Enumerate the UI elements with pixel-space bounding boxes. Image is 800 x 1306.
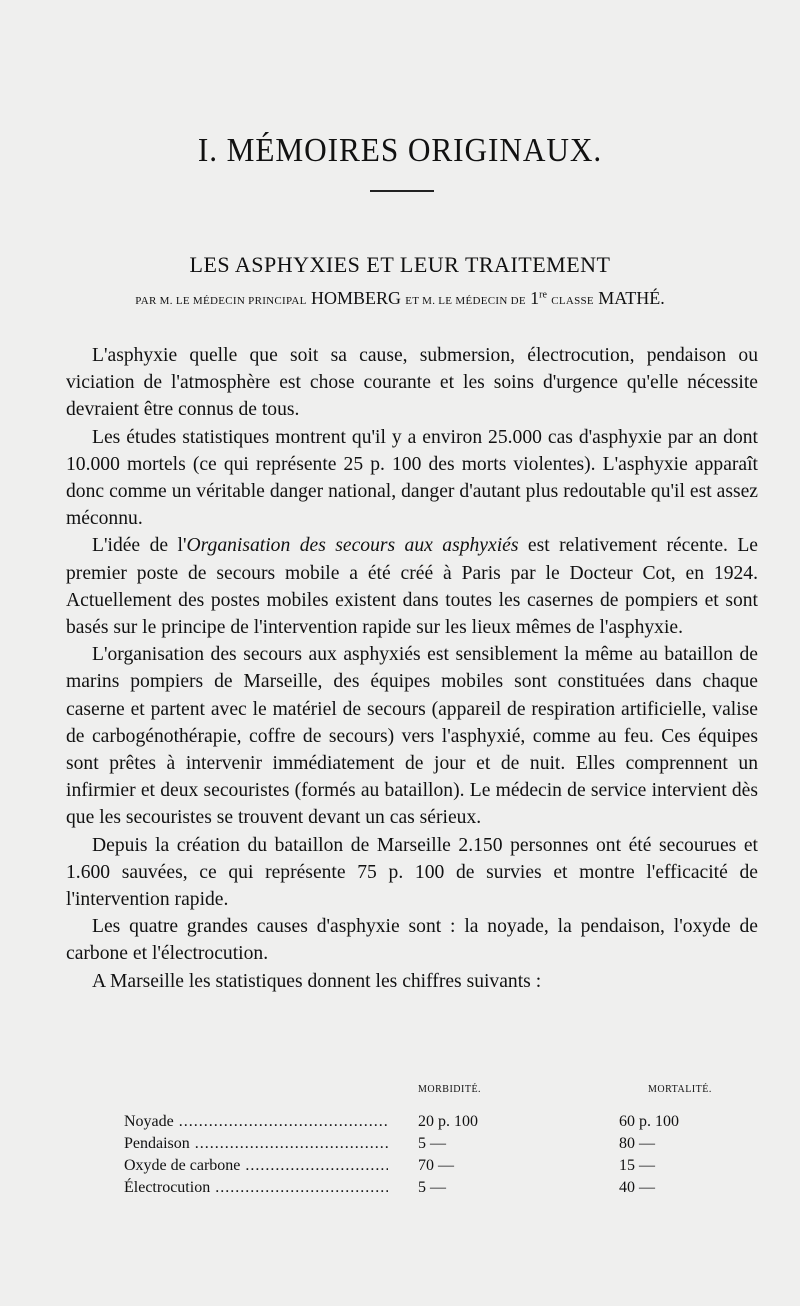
- byline-class-num: 1: [530, 288, 540, 308]
- mortalite-value: 40 —: [619, 1179, 655, 1196]
- byline-author-1: HOMBERG: [310, 288, 401, 308]
- byline-par: PAR M. LE MÉDECIN PRINCIPAL: [135, 295, 307, 307]
- row-label: Noyade .....: [124, 1110, 388, 1134]
- paragraph-4: L'organisation des secours aux asphyxiés est sensiblement la même au bataillon de marins pompiers de Marseille, des équipes mobiles sont constituées dans chaque caserne et partent avec le matériel de secours (appareil de respiration artificielle, valise de carbogénothérapie, coffre de secours) vers l'asphyxié, comme au feu. Ces équipes sont prêtes à intervenir immédiatement de jour et de nuit. Elles comprennent un infirmier et deux secouristes (formés au bataillon). Le médecin de service intervient dès que les secouristes se trouvent devant un cas sérieux.: [66, 644, 758, 829]
- paragraph-3: [66, 532, 758, 641]
- paragraph-5: Depuis la création du bataillon de Marseille 2.150 personnes ont été secourues et 1.600 sauvées, ce qui représente 75 p. 100 de survies et montre l'efficacité de l'intervention rapide.: [66, 834, 758, 911]
- morbidite-value: 5 —: [418, 1135, 446, 1152]
- article-body: [66, 342, 758, 995]
- table-row: [66, 1176, 756, 1200]
- morbidite-value: 5 —: [418, 1179, 446, 1196]
- byline-classe: CLASSE: [551, 295, 594, 307]
- mortalite-value: 15 —: [619, 1157, 655, 1174]
- byline: [0, 288, 800, 309]
- row-label: Oxyde de carbone .....: [124, 1154, 388, 1178]
- morbidite-value: 70 —: [418, 1157, 454, 1174]
- table-row: [66, 1154, 756, 1178]
- row-label: Électrocution .....: [124, 1176, 388, 1200]
- column-header-mortalite: MORTALITÉ.: [648, 1084, 712, 1095]
- paragraph-3-start: L'idée de l': [92, 535, 187, 557]
- article-title: LES ASPHYXIES ET LEUR TRAITEMENT: [189, 252, 611, 277]
- paragraph-3-italic: Organisation des secours aux asphyxiés: [186, 535, 519, 557]
- paragraph-7: A Marseille les statistiques donnent les chiffres suivants :: [92, 970, 542, 992]
- table-row: [66, 1110, 756, 1134]
- row-label: Pendaison .....: [124, 1132, 388, 1156]
- mortalite-value: 80 —: [619, 1135, 655, 1152]
- byline-et: ET M. LE MÉDECIN DE: [405, 295, 526, 307]
- mortalite-value: 60 p. 100: [619, 1113, 679, 1130]
- paragraph-2: Les études statistiques montrent qu'il y a environ 25.000 cas d'asphyxie par an dont 10.000 mortels (ce qui représente 25 p. 100 des morts violentes). L'asphyxie apparaît donc comme un véritable danger national, danger d'autant plus redoutable qu'il est assez méconnu.: [66, 426, 758, 530]
- column-header-morbidite: MORBIDITÉ.: [418, 1084, 482, 1095]
- title-rule: [370, 190, 434, 192]
- paragraph-3-end: est relativement récente. Le premier poste de secours mobile a été créé à Paris par le Docteur Cot, en 1924. Actuellement des postes mobiles existent dans toutes les casernes de pompiers et sont basés sur le principe de l'intervention rapide sur les lieux mêmes de l'asphyxie.: [66, 535, 759, 639]
- paragraph-6: Les quatre grandes causes d'asphyxie sont : la noyade, la pendaison, l'oxyde de carbone et l'électrocution.: [66, 916, 758, 965]
- table-row: [66, 1132, 756, 1156]
- byline-class-sup: re: [539, 289, 547, 301]
- byline-author-2: MATHÉ.: [598, 288, 665, 308]
- morbidite-value: 20 p. 100: [418, 1113, 478, 1130]
- paragraph-1: L'asphyxie quelle que soit sa cause, submersion, électrocution, pendaison ou viciation de l'atmosphère est chose courante et les soins d'urgence qu'elle nécessite devraient être connus de tous.: [66, 345, 758, 421]
- section-title: I. MÉMOIRES ORIGINAUX.: [197, 132, 603, 169]
